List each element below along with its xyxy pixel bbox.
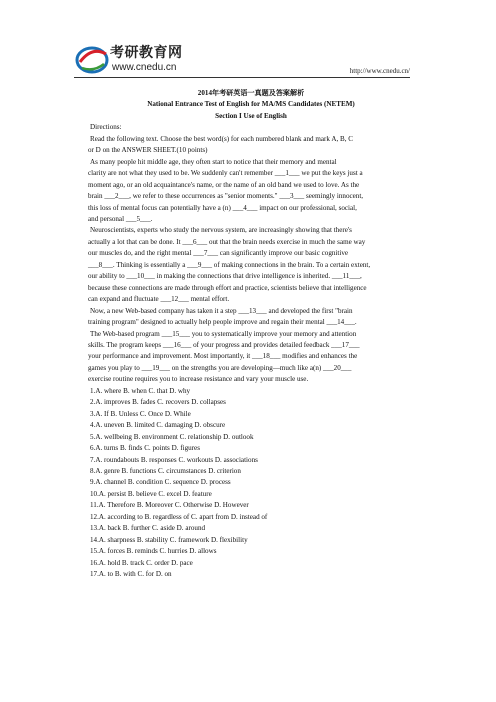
passage-line: moment ago, or an old acquaintance's name, or the name of an old band we used to love. As the bbox=[88, 180, 360, 189]
site-logo[interactable] bbox=[74, 40, 214, 80]
document-title-en: National Entrance Test of English for MA/MS Candidates (NETEM) bbox=[147, 100, 355, 109]
passage-line: actually a lot that can be done. It ___6___ out that the brain needs exercise in much the same way bbox=[88, 237, 366, 246]
answer-option: 11.A. Therefore B. Moreover C. Otherwise D. However bbox=[90, 501, 249, 510]
logo-url: www.cnedu.cn bbox=[112, 62, 177, 73]
answer-option: 17.A. to B. with C. for D. on bbox=[90, 570, 172, 579]
answer-option: 5.A. wellbeing B. environment C. relationship D. outlook bbox=[90, 432, 254, 441]
logo-title: 考研教育网 bbox=[110, 45, 183, 61]
passage-text bbox=[90, 134, 412, 386]
answer-option: 3.A. If B. Unless C. Once D. While bbox=[90, 409, 191, 418]
answer-option: 12.A. according to B. regardless of C. apart from D. instead of bbox=[90, 512, 268, 521]
passage-line: Neuroscientists, experts who study the nervous system, are increasingly showing that there's bbox=[90, 226, 352, 235]
document-body bbox=[90, 80, 412, 580]
answer-option: 13.A. back B. further C. aside D. around bbox=[90, 524, 206, 533]
passage-line: or D on the ANSWER SHEET.(10 points) bbox=[88, 146, 208, 155]
passage-line: Now, a new Web-based company has taken it a step ___13___ and developed the first "brain bbox=[90, 306, 353, 315]
directions-label: Directions: bbox=[90, 123, 122, 132]
answer-option: 6.A. turns B. finds C. points D. figures bbox=[90, 444, 200, 453]
passage-line: our ability to ___10___ in making the connections that drive intelligence is inherited. ___11___, bbox=[88, 272, 362, 281]
passage-line: this loss of mental focus can potentially have a (n) ___4___ impact on our professional, social, bbox=[88, 203, 357, 212]
passage-line: can expand and fluctuate ___12___ mental effort. bbox=[88, 295, 230, 304]
passage-line: Read the following text. Choose the best word(s) for each numbered blank and mark A, B, C bbox=[90, 134, 353, 143]
passage-line: exercise routine requires you to increase resistance and vary your muscle use. bbox=[88, 375, 309, 384]
passage-line: our muscles do, and the right mental ___7___ can significantly improve our basic cognitive bbox=[88, 249, 349, 258]
answer-options-list bbox=[90, 386, 412, 581]
passage-line: games you play to ___19___ on the strengths you are developing—much like a(n) ___20___ bbox=[88, 363, 352, 372]
answer-option: 1.A. where B. when C. that D. why bbox=[90, 386, 191, 395]
passage-line: and personal ___5___. bbox=[88, 214, 153, 223]
passage-line: your performance and improvement. Most importantly, it ___18___ modifies and enhances the bbox=[88, 352, 358, 361]
answer-option: 14.A. sharpness B. stability C. framework D. flexibility bbox=[90, 535, 248, 544]
passage-line: because these connections are made through effort and practice, scientists believe that intelligence bbox=[88, 283, 367, 292]
answer-option: 9.A. channel B. condition C. sequence D. process bbox=[90, 478, 231, 487]
passage-line: brain ___2___, we refer to these occurrences as "senior moments." ___3___ seemingly innocent, bbox=[88, 192, 364, 201]
passage-line: skills. The program keeps ___16___ of your progress and provides detailed feedback ___17___ bbox=[88, 340, 360, 349]
section-heading: Section I Use of English bbox=[215, 111, 287, 120]
passage-line: The Web-based program ___15___ you to systematically improve your memory and attention bbox=[90, 329, 357, 338]
passage-line: clarity are not what they used to be. We suddenly can't remember ___1___ we put the keys just a bbox=[88, 169, 363, 178]
answer-option: 7.A. roundabouts B. responses C. workouts D. associations bbox=[90, 455, 258, 464]
document-title-cn: 2014年考研英语一真题及答案解析 bbox=[197, 89, 305, 97]
answer-option: 10.A. persist B. believe C. excel D. feature bbox=[90, 489, 212, 498]
header-divider bbox=[74, 77, 410, 78]
logo-emblem-icon bbox=[74, 42, 112, 76]
passage-line: ___8___. Thinking is essentially a ___9___ of making connections in the brain. To a certain extent, bbox=[88, 260, 371, 269]
passage-line: As many people hit middle age, they often start to notice that their memory and mental bbox=[90, 157, 337, 166]
header-url-link[interactable]: http://www.cnedu.cn/ bbox=[349, 67, 410, 75]
answer-option: 4.A. uneven B. limited C. damaging D. obscure bbox=[90, 421, 226, 430]
passage-line: training program" designed to actually help people improve and regain their mental ___14___. bbox=[88, 318, 357, 327]
answer-option: 8.A. genre B. functions C. circumstances D. criterion bbox=[90, 466, 241, 475]
answer-option: 16.A. hold B. track C. order D. pace bbox=[90, 558, 193, 567]
answer-option: 2.A. improves B. fades C. recovers D. collapses bbox=[90, 398, 226, 407]
answer-option: 15.A. forces B. reminds C. hurries D. allows bbox=[90, 547, 217, 556]
